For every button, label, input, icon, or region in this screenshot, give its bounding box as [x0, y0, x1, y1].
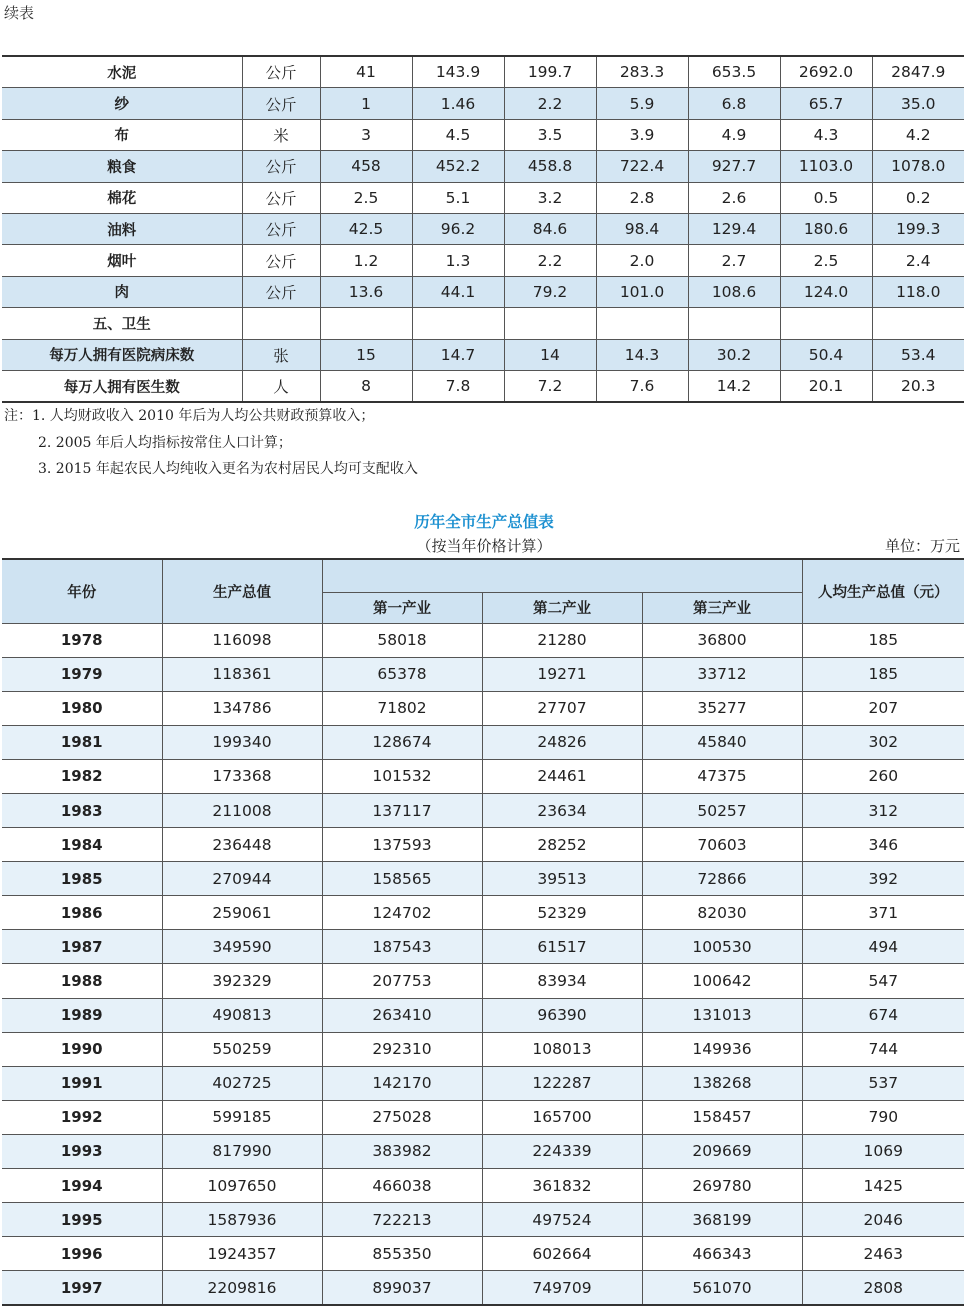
table-cell: 270944: [162, 862, 322, 896]
table-cell: 302: [802, 725, 964, 759]
table-cell: 599185: [162, 1100, 322, 1134]
table-cell: 71802: [322, 691, 482, 725]
table-cell: 2.5: [780, 245, 872, 276]
table-cell: 129.4: [688, 213, 780, 244]
year-cell: 1984: [2, 828, 162, 862]
table-cell: 142170: [322, 1066, 482, 1100]
table-cell: 19271: [482, 657, 642, 691]
year-cell: 1994: [2, 1169, 162, 1203]
table-cell: 383982: [322, 1134, 482, 1168]
table-cell: [596, 308, 688, 339]
table-cell: 70603: [642, 828, 802, 862]
table-cell: 118.0: [872, 276, 964, 307]
year-cell: 1981: [2, 725, 162, 759]
table-cell: 497524: [482, 1203, 642, 1237]
table-cell: 98.4: [596, 213, 688, 244]
table-cell: 452.2: [412, 151, 504, 182]
table-cell: 4.9: [688, 119, 780, 150]
row-unit: 人: [242, 370, 320, 402]
year-cell: 1997: [2, 1271, 162, 1306]
table-row: [2, 691, 964, 725]
table-cell: 20.3: [872, 370, 964, 402]
table-row: [2, 623, 964, 657]
table-cell: 83934: [482, 964, 642, 998]
year-cell: 1992: [2, 1100, 162, 1134]
table-cell: 128674: [322, 725, 482, 759]
gdp-table-title: 历年全市生产总值表: [414, 513, 554, 531]
table-cell: 28252: [482, 828, 642, 862]
table-row: [2, 1100, 964, 1134]
row-label: 棉花: [2, 182, 242, 213]
table-cell: 855350: [322, 1237, 482, 1271]
row-unit: 公斤: [242, 56, 320, 88]
table-cell: 14.2: [688, 370, 780, 402]
row-unit: 公斤: [242, 245, 320, 276]
table-cell: 187543: [322, 930, 482, 964]
table-cell: 2463: [802, 1237, 964, 1271]
table-row: [2, 725, 964, 759]
table-cell: 2847.9: [872, 56, 964, 88]
table-cell: 402725: [162, 1066, 322, 1100]
table-cell: 349590: [162, 930, 322, 964]
table-cell: 180.6: [780, 213, 872, 244]
table-cell: 312: [802, 793, 964, 827]
table-cell: 13.6: [320, 276, 412, 307]
table-cell: 15: [320, 339, 412, 370]
table-cell: 185: [802, 623, 964, 657]
header-primary: 第一产业: [322, 592, 482, 623]
table-cell: [872, 308, 964, 339]
header-gdp: 生产总值: [162, 559, 322, 623]
table-cell: 124702: [322, 896, 482, 930]
table-cell: 131013: [642, 998, 802, 1032]
table-cell: 30.2: [688, 339, 780, 370]
row-label: 肉: [2, 276, 242, 307]
table-cell: 722.4: [596, 151, 688, 182]
table-row: [2, 930, 964, 964]
table-row: [2, 1271, 964, 1306]
table-row: [2, 213, 964, 244]
table-cell: 2046: [802, 1203, 964, 1237]
table-cell: 199340: [162, 725, 322, 759]
table-cell: 744: [802, 1032, 964, 1066]
table-cell: 392: [802, 862, 964, 896]
table-cell: 138268: [642, 1066, 802, 1100]
table-cell: 817990: [162, 1134, 322, 1168]
table-cell: 209669: [642, 1134, 802, 1168]
table-row: [2, 370, 964, 402]
table-cell: 5.1: [412, 182, 504, 213]
table-cell: 47375: [642, 759, 802, 793]
table-cell: 14.7: [412, 339, 504, 370]
table-cell: 96390: [482, 998, 642, 1032]
row-label: 油料: [2, 213, 242, 244]
header-secondary: 第二产业: [482, 592, 642, 623]
table-cell: 550259: [162, 1032, 322, 1066]
table-cell: 490813: [162, 998, 322, 1032]
table-cell: 260: [802, 759, 964, 793]
table-cell: 122287: [482, 1066, 642, 1100]
table-cell: 602664: [482, 1237, 642, 1271]
table-cell: 158457: [642, 1100, 802, 1134]
table-cell: 2.7: [688, 245, 780, 276]
table-cell: 1.3: [412, 245, 504, 276]
table-cell: 283.3: [596, 56, 688, 88]
table-cell: 361832: [482, 1169, 642, 1203]
row-label: 粮食: [2, 151, 242, 182]
table-cell: 101.0: [596, 276, 688, 307]
table-row: [2, 1169, 964, 1203]
year-cell: 1991: [2, 1066, 162, 1100]
table-row: [2, 964, 964, 998]
table-cell: 466343: [642, 1237, 802, 1271]
table-cell: 72866: [642, 862, 802, 896]
table-cell: 371: [802, 896, 964, 930]
table-cell: 224339: [482, 1134, 642, 1168]
table-cell: 2.0: [596, 245, 688, 276]
table-cell: 2692.0: [780, 56, 872, 88]
year-cell: 1995: [2, 1203, 162, 1237]
table-cell: 24461: [482, 759, 642, 793]
table-cell: 1078.0: [872, 151, 964, 182]
table-cell: 14: [504, 339, 596, 370]
table-row: [2, 759, 964, 793]
table-cell: 1924357: [162, 1237, 322, 1271]
table-cell: 1587936: [162, 1203, 322, 1237]
table-cell: 1.46: [412, 88, 504, 119]
table-row: [2, 896, 964, 930]
table-cell: 185: [802, 657, 964, 691]
table-cell: 653.5: [688, 56, 780, 88]
table-cell: 1103.0: [780, 151, 872, 182]
table-cell: [688, 308, 780, 339]
table-cell: 7.8: [412, 370, 504, 402]
table-cell: [504, 308, 596, 339]
table-cell: 8: [320, 370, 412, 402]
row-unit: [242, 308, 320, 339]
table-cell: 14.3: [596, 339, 688, 370]
table-cell: 36800: [642, 623, 802, 657]
table-cell: 116098: [162, 623, 322, 657]
table-cell: 207: [802, 691, 964, 725]
table-cell: 7.6: [596, 370, 688, 402]
table-cell: 722213: [322, 1203, 482, 1237]
note-3: 3. 2015 年起农民人均纯收入更名为农村居民人均可支配收入: [38, 461, 418, 477]
table-cell: 3.5: [504, 119, 596, 150]
row-unit: 公斤: [242, 88, 320, 119]
table-cell: 124.0: [780, 276, 872, 307]
table-cell: 108013: [482, 1032, 642, 1066]
row-unit: 米: [242, 119, 320, 150]
table-row: [2, 1066, 964, 1100]
table-cell: 24826: [482, 725, 642, 759]
table-cell: 2.2: [504, 245, 596, 276]
table-cell: 1069: [802, 1134, 964, 1168]
table-row: [2, 862, 964, 896]
table-cell: 33712: [642, 657, 802, 691]
table-cell: 269780: [642, 1169, 802, 1203]
table-row: [2, 151, 964, 182]
table-cell: 1: [320, 88, 412, 119]
table-cell: 2.2: [504, 88, 596, 119]
table-cell: 1425: [802, 1169, 964, 1203]
table-cell: 50.4: [780, 339, 872, 370]
table-cell: 0.5: [780, 182, 872, 213]
gdp-table: [2, 558, 964, 1306]
row-label: 五、卫生: [2, 308, 242, 339]
year-cell: 1986: [2, 896, 162, 930]
table-cell: 143.9: [412, 56, 504, 88]
table-cell: 82030: [642, 896, 802, 930]
table-cell: 207753: [322, 964, 482, 998]
table-cell: 3: [320, 119, 412, 150]
table-cell: 65378: [322, 657, 482, 691]
table-cell: 2808: [802, 1271, 964, 1306]
table-row: [2, 828, 964, 862]
table-cell: 4.3: [780, 119, 872, 150]
table-cell: 137117: [322, 793, 482, 827]
table-cell: 547: [802, 964, 964, 998]
table-cell: 368199: [642, 1203, 802, 1237]
table-cell: 3.2: [504, 182, 596, 213]
table-cell: 165700: [482, 1100, 642, 1134]
table-row: [2, 1203, 964, 1237]
table-row: [2, 308, 964, 339]
table-cell: 134786: [162, 691, 322, 725]
row-label: 纱: [2, 88, 242, 119]
table-row: [2, 245, 964, 276]
table-cell: 561070: [642, 1271, 802, 1306]
table-cell: 236448: [162, 828, 322, 862]
table-row: [2, 1134, 964, 1168]
table-cell: 108.6: [688, 276, 780, 307]
table-row: [2, 1032, 964, 1066]
row-label: 每万人拥有医生数: [2, 370, 242, 402]
table-cell: 458.8: [504, 151, 596, 182]
table-row: [2, 276, 964, 307]
header-per-capita: 人均生产总值（元）: [802, 559, 964, 623]
table-cell: 41: [320, 56, 412, 88]
table-cell: 21280: [482, 623, 642, 657]
year-cell: 1996: [2, 1237, 162, 1271]
header-tertiary: 第三产业: [642, 592, 802, 623]
table-cell: 100642: [642, 964, 802, 998]
continued-label: 续表: [4, 4, 35, 22]
table-cell: 466038: [322, 1169, 482, 1203]
year-cell: 1979: [2, 657, 162, 691]
gdp-table-subtitle: （按当年价格计算）: [416, 537, 552, 555]
gdp-table-unit: 单位：万元: [884, 537, 960, 555]
table-row: [2, 119, 964, 150]
table-cell: 52329: [482, 896, 642, 930]
table-cell: [780, 308, 872, 339]
table-cell: 53.4: [872, 339, 964, 370]
table-cell: 39513: [482, 862, 642, 896]
table-cell: 35.0: [872, 88, 964, 119]
table-row: [2, 88, 964, 119]
year-cell: 1980: [2, 691, 162, 725]
table-cell: 61517: [482, 930, 642, 964]
table-cell: 35277: [642, 691, 802, 725]
table-cell: 100530: [642, 930, 802, 964]
table-cell: 2.4: [872, 245, 964, 276]
year-cell: 1990: [2, 1032, 162, 1066]
table-cell: 23634: [482, 793, 642, 827]
table-cell: 4.2: [872, 119, 964, 150]
table-cell: 149936: [642, 1032, 802, 1066]
year-cell: 1978: [2, 623, 162, 657]
table-cell: 199.7: [504, 56, 596, 88]
year-cell: 1982: [2, 759, 162, 793]
table-cell: 2.6: [688, 182, 780, 213]
table-row: [2, 182, 964, 213]
table-cell: 749709: [482, 1271, 642, 1306]
table-cell: 494: [802, 930, 964, 964]
row-unit: 公斤: [242, 276, 320, 307]
table-cell: 27707: [482, 691, 642, 725]
year-cell: 1993: [2, 1134, 162, 1168]
table-cell: 346: [802, 828, 964, 862]
table-row: [2, 657, 964, 691]
year-cell: 1988: [2, 964, 162, 998]
table-cell: 790: [802, 1100, 964, 1134]
continuation-table: [2, 55, 964, 403]
year-cell: 1989: [2, 998, 162, 1032]
header-industry-group: [322, 559, 802, 592]
table-cell: 65.7: [780, 88, 872, 119]
table-cell: 7.2: [504, 370, 596, 402]
table-cell: 2.5: [320, 182, 412, 213]
row-unit: 公斤: [242, 182, 320, 213]
row-unit: 公斤: [242, 213, 320, 244]
table-cell: 4.5: [412, 119, 504, 150]
table-cell: 96.2: [412, 213, 504, 244]
table-cell: 58018: [322, 623, 482, 657]
table-cell: 899037: [322, 1271, 482, 1306]
table-cell: 79.2: [504, 276, 596, 307]
table-row: [2, 339, 964, 370]
table-cell: 44.1: [412, 276, 504, 307]
note-1: 注：1. 人均财政收入 2010 年后为人均公共财政预算收入；: [4, 408, 375, 424]
table-cell: 6.8: [688, 88, 780, 119]
table-cell: 118361: [162, 657, 322, 691]
table-cell: 20.1: [780, 370, 872, 402]
table-cell: 1.2: [320, 245, 412, 276]
table-cell: 537: [802, 1066, 964, 1100]
row-label: 每万人拥有医院病床数: [2, 339, 242, 370]
table-cell: 84.6: [504, 213, 596, 244]
table-cell: 5.9: [596, 88, 688, 119]
header-year: 年份: [2, 559, 162, 623]
table-cell: 275028: [322, 1100, 482, 1134]
table-cell: 292310: [322, 1032, 482, 1066]
row-unit: 张: [242, 339, 320, 370]
year-cell: 1985: [2, 862, 162, 896]
table-cell: [320, 308, 412, 339]
table-row: [2, 793, 964, 827]
table-cell: 173368: [162, 759, 322, 793]
table-row: [2, 56, 964, 88]
table-cell: 0.2: [872, 182, 964, 213]
table-cell: 2209816: [162, 1271, 322, 1306]
table-row: [2, 998, 964, 1032]
year-cell: 1987: [2, 930, 162, 964]
table-cell: 199.3: [872, 213, 964, 244]
table-cell: 101532: [322, 759, 482, 793]
year-cell: 1983: [2, 793, 162, 827]
table-row: [2, 1237, 964, 1271]
table-cell: 50257: [642, 793, 802, 827]
row-label: 烟叶: [2, 245, 242, 276]
table-cell: 259061: [162, 896, 322, 930]
table-cell: 3.9: [596, 119, 688, 150]
table-cell: 42.5: [320, 213, 412, 244]
table-cell: 137593: [322, 828, 482, 862]
table-cell: 392329: [162, 964, 322, 998]
row-label: 布: [2, 119, 242, 150]
table-cell: 1097650: [162, 1169, 322, 1203]
table-cell: 263410: [322, 998, 482, 1032]
table-cell: [412, 308, 504, 339]
table-cell: 211008: [162, 793, 322, 827]
note-2: 2. 2005 年后人均指标按常住人口计算；: [38, 435, 292, 451]
row-label: 水泥: [107, 65, 137, 82]
table-cell: 458: [320, 151, 412, 182]
table-cell: 45840: [642, 725, 802, 759]
table-cell: 927.7: [688, 151, 780, 182]
row-unit: 公斤: [242, 151, 320, 182]
table-cell: 2.8: [596, 182, 688, 213]
table-cell: 674: [802, 998, 964, 1032]
table-cell: 158565: [322, 862, 482, 896]
